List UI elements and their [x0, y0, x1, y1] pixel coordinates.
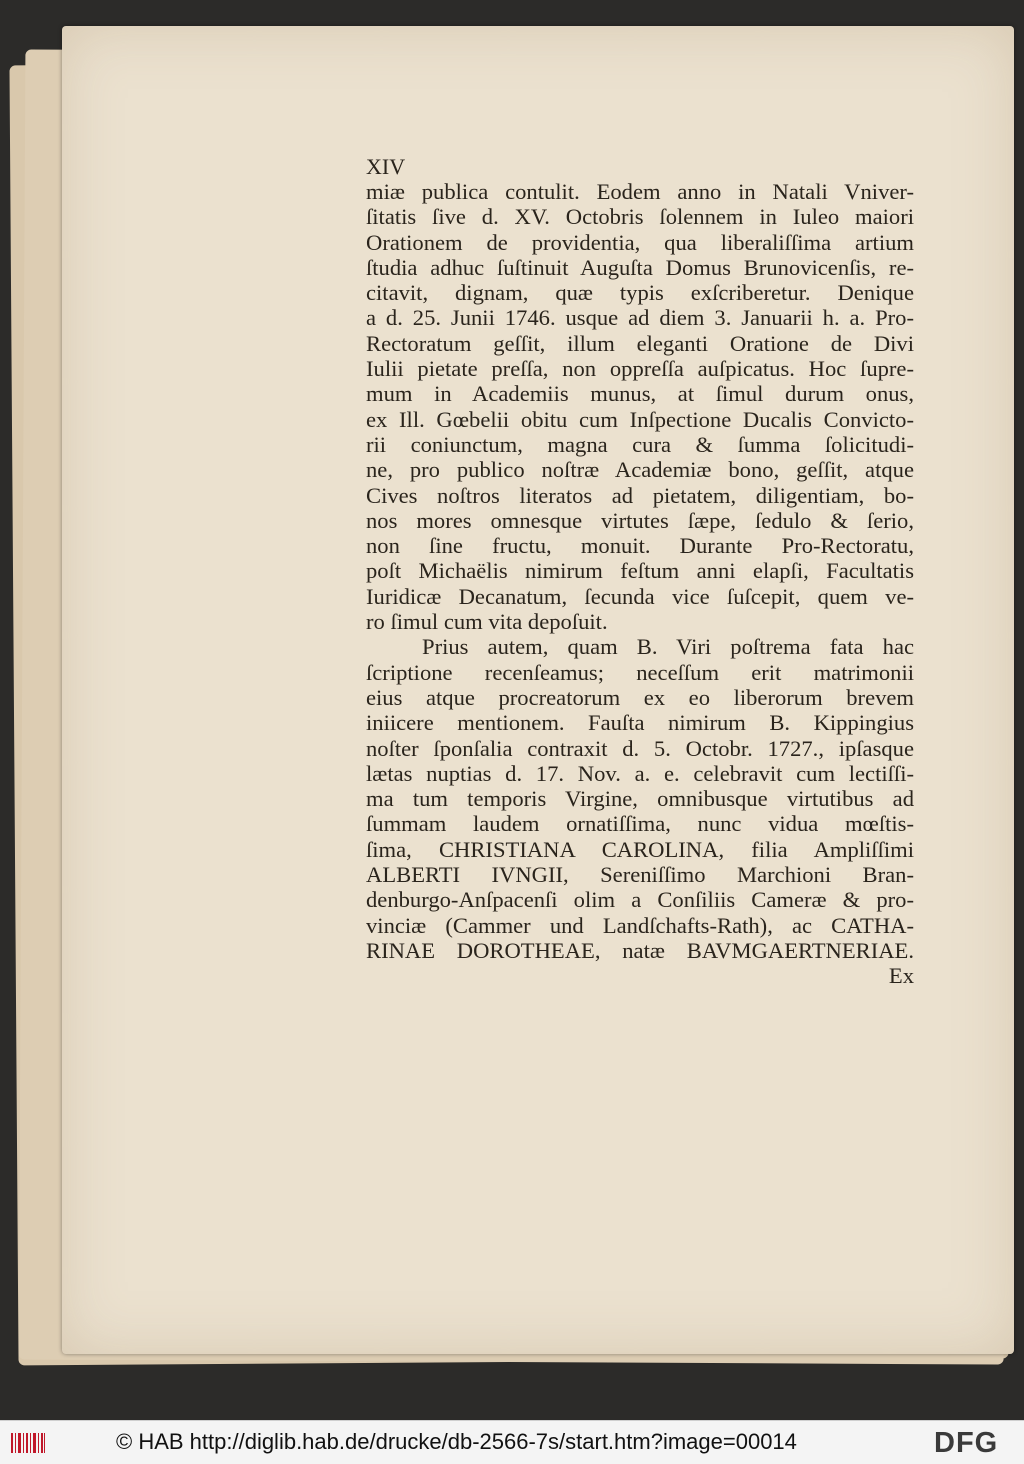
- text-line: miæ publica contulit. Eodem anno in Natali Vniver-: [366, 179, 914, 204]
- text-line: non ſine fructu, monuit. Durante Pro-Rectoratu,: [366, 533, 914, 559]
- footer-bar: [0, 1420, 1024, 1464]
- dfg-logo: DFG: [934, 1427, 999, 1459]
- text-line: denburgo-Anſpacenſi olim a Conſiliis Cameræ & pro-: [366, 887, 914, 913]
- text-line: a d. 25. Junii 1746. usque ad diem 3. Januarii h. a. Pro-: [366, 305, 914, 331]
- text-line: ſcriptione recenſeamus; neceſſum erit matrimonii: [366, 659, 914, 685]
- text-line: noſter ſponſalia contraxit d. 5. Octobr. 1727., ipſasque: [366, 735, 914, 761]
- text-line: Orationem de providentia, qua liberaliſſima artium: [366, 229, 914, 255]
- text-line: ALBERTI IVNGII, Sereniſſimo Marchioni Bran-: [366, 862, 914, 888]
- text-line: Iuridicæ Decanatum, ſecunda vice ſuſcepit, quem ve-: [366, 583, 914, 609]
- text-line: Rectoratum geſſit, illum eleganti Oratione de Divi: [366, 330, 914, 356]
- text-line: ſima, CHRISTIANA CAROLINA, filia Ampliſſimi: [366, 836, 914, 862]
- text-line: iniicere mentionem. Fauſta nimirum B. Kippingius: [366, 710, 914, 736]
- text-line: citavit, dignam, quæ typis exſcriberetur. Denique: [366, 280, 914, 306]
- text-line: ro ſimul cum vita depoſuit.: [366, 609, 608, 635]
- book-page: [62, 26, 1014, 1354]
- text-line: mum in Academiis munus, at ſimul durum onus,: [366, 381, 914, 407]
- text-line: ſtudia adhuc ſuſtinuit Auguſta Domus Brunovicenſis, re-: [366, 254, 914, 280]
- text-line: rii coniunctum, magna cura & ſumma ſolicitudi-: [366, 431, 914, 457]
- source-link[interactable]: © HAB http://diglib.hab.de/drucke/db-2566-7s/start.htm?image=00014: [116, 1429, 797, 1454]
- text-line: ma tum temporis Virgine, omnibusque virtutibus ad: [366, 786, 914, 812]
- barcode-icon: [10, 1430, 46, 1456]
- text-line: Iulii pietate preſſa, non oppreſſa auſpicatus. Hoc ſupre-: [366, 356, 914, 382]
- text-line: Prius autem, quam B. Viri poſtrema fata hac: [422, 634, 914, 660]
- page-number: XIV: [366, 154, 406, 179]
- text-line: lætas nuptias d. 17. Nov. a. e. celebravit cum lectiſſi-: [366, 760, 914, 786]
- text-line: ex Ill. Gœbelii obitu cum Inſpectione Ducalis Convicto-: [366, 406, 914, 432]
- text-line: eius atque procreatorum ex eo liberorum brevem: [366, 684, 914, 710]
- text-line: nos mores omnesque virtutes ſæpe, ſedulo & ſerio,: [366, 507, 914, 533]
- text-line: vinciæ (Cammer und Landſchafts-Rath), ac CATHA-: [366, 912, 914, 938]
- text-line: ſummam laudem ornatiſſima, nunc vidua mœſtis-: [366, 811, 914, 837]
- page-text: [366, 154, 914, 989]
- text-line: RINAE DOROTHEAE, natæ BAVMGAERTNERIAE.: [366, 937, 914, 963]
- text-line: Cives noſtros literatos ad pietatem, diligentiam, bo-: [366, 482, 914, 508]
- text-line: ſitatis ſive d. XV. Octobris ſolennem in Iuleo maiori: [366, 204, 914, 230]
- text-line: ne, pro publico noſtræ Academiæ bono, geſſit, atque: [366, 457, 914, 483]
- text-line: poſt Michaëlis nimirum feſtum anni elapſi, Facultatis: [366, 558, 914, 584]
- catchword: Ex: [888, 963, 914, 989]
